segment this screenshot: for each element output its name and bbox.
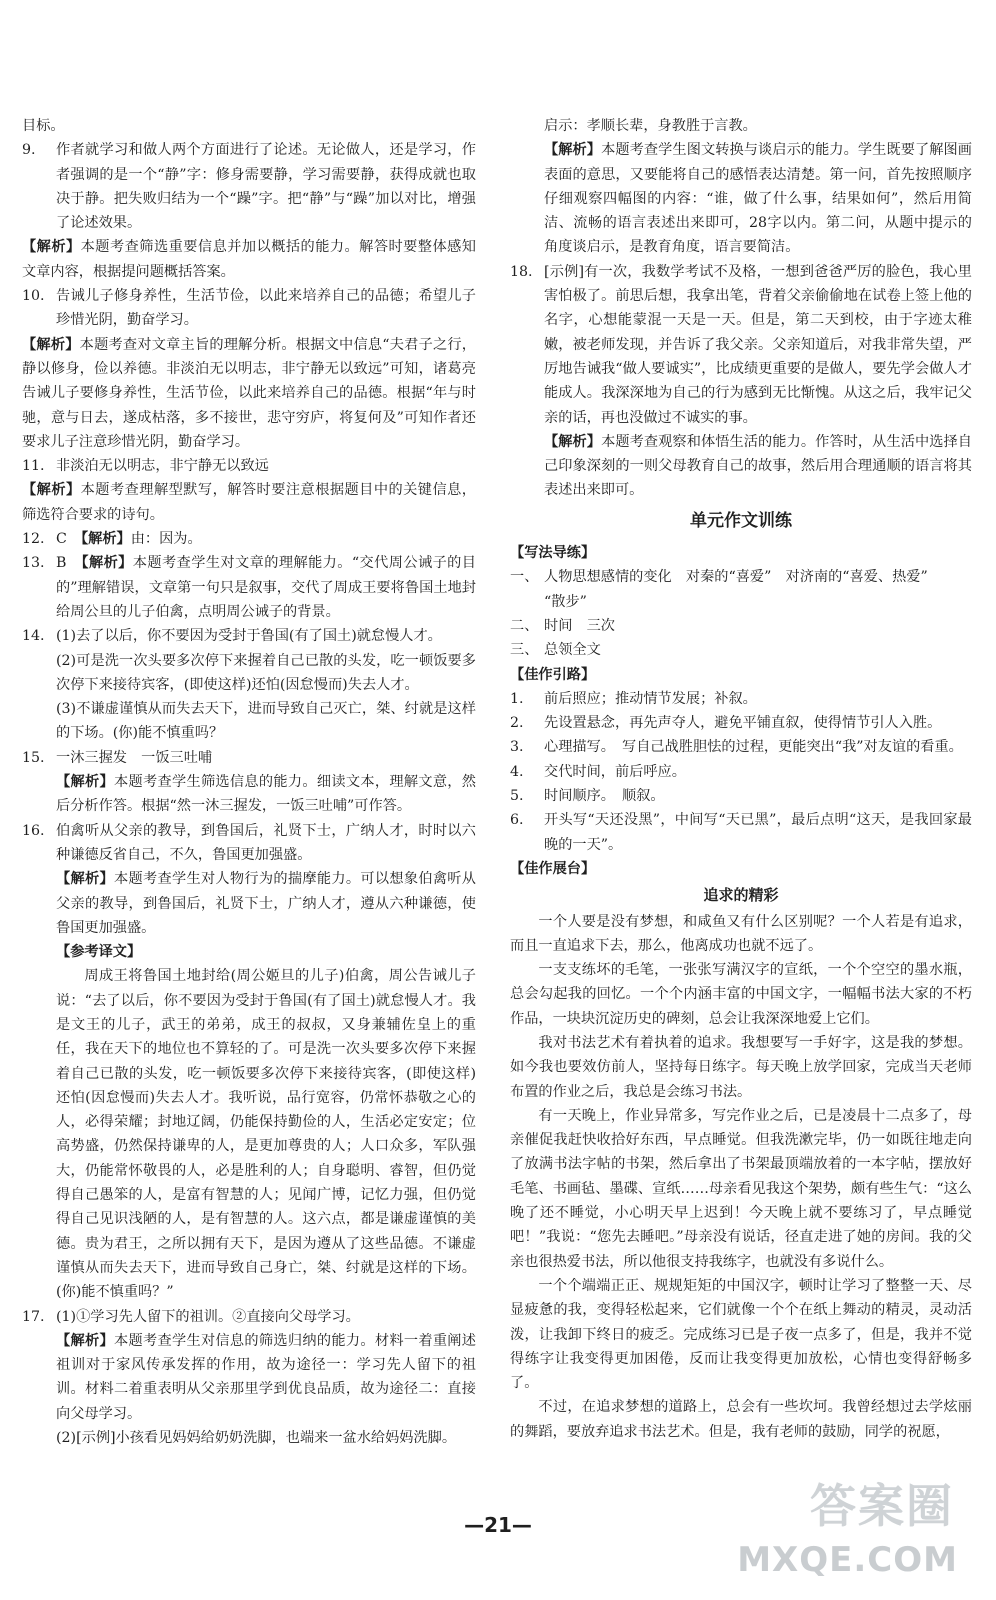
analysis-tag: 【解析】	[22, 239, 81, 256]
item-number	[510, 590, 544, 614]
item-text: 先设置悬念，再先声夺人，避免平铺直叙，使得情节引人入胜。	[544, 715, 942, 732]
essay-paragraph: 一个个端端正正、规规矩矩的中国汉字，顿时让学习了整整一天、尽显疲惫的我，变得轻松起来，它们就像一个个在纸上舞动的精灵，灵动活泼，让我卸下终日的疲乏。完成练习已是子夜一点多了，但是，我并不觉得练字让我变得更加困倦，反而让我变得更加放松，心情也变得舒畅多了。	[510, 1277, 972, 1392]
list-item	[510, 590, 972, 614]
analysis-text: 本题考查对文章主旨的理解分析。根据文中信息“夫君子之行，静以修身，俭以养德。非淡泊无以明志，非宁静无以致远”可知，诸葛亮告诫儿子要修身养性，生活节俭，以此来培养自己的品德。根据“年与时驰，意与日去，遂成枯落，多不接世，悲守穷庐，将复何及”可知作者还要求儿子注意珍惜光阴，勤奋学习。	[22, 336, 476, 450]
item-text: 前后照应；推动情节发展；补叙。	[544, 690, 757, 707]
right-column	[510, 114, 972, 1444]
answer-part: (1)去了以后，你不要因为受封于鲁国(有了国土)就怠慢人才。	[56, 628, 442, 645]
item-number: 4.	[510, 763, 524, 780]
essay-paragraph: 一个人要是没有梦想，和咸鱼又有什么区别呢？一个人若是有追求，而且一直追求下去，那么，他离成功也就不远了。	[510, 913, 972, 954]
list-item	[510, 784, 972, 808]
item-text: 心理描写。 写自己战胜胆怯的过程，更能突出“我”对友谊的看重。	[544, 739, 963, 756]
list-item	[510, 638, 972, 662]
item-text: “散步”	[544, 593, 587, 610]
page-number: —21—	[464, 1513, 532, 1537]
analysis-text: 本题考查理解型默写，解答时要注意根据题目中的关键信息，筛选符合要求的诗句。	[22, 482, 476, 523]
answer-text: 一沐三握发 一饭三吐哺	[56, 749, 213, 766]
item-text: 总领全文	[544, 642, 601, 659]
analysis-tag: 【解析】	[81, 555, 133, 572]
section-title: 单元作文训练	[690, 510, 792, 531]
analysis-9	[22, 235, 476, 284]
answer-body	[56, 1305, 476, 1451]
analysis-tag: 【解析】	[56, 774, 114, 791]
analysis-15	[22, 770, 476, 819]
item-number: 1.	[510, 690, 524, 707]
answer-item-17	[22, 1305, 476, 1451]
item-number: 5.	[510, 788, 524, 805]
list-item	[510, 735, 972, 759]
answer-choice: C	[56, 531, 67, 548]
answer-item-10	[22, 284, 476, 333]
item-text: 开头写“天还没黑”，中间写“天已黑”，最后点明“这天，是我回家最晚的一天”。	[544, 812, 972, 853]
answer-text: 非淡泊无以明志，非宁静无以致远	[56, 458, 269, 475]
answer-part: (1)①学习先人留下的祖训。②直接向父母学习。	[56, 1308, 360, 1325]
analysis-tag: 【解析】	[544, 142, 602, 159]
analysis-tag: 【解析】	[56, 1332, 114, 1349]
list-item	[510, 687, 972, 711]
item-number: 15.	[22, 749, 45, 766]
answer-text	[56, 527, 476, 551]
analysis-text: 本题考查学生筛选信息的能力。细读文本，理解文意，然后分析作答。根据“然一沐三握发，一饭三吐哺”可作答。	[56, 774, 476, 815]
list-item	[510, 711, 972, 735]
essay-paragraph: 一支支练坏的毛笔，一张张写满汉字的宣纸，一个个空空的墨水瓶，总会勾起我的回忆。一个个内涵丰富的中国文字，一幅幅书法大家的不朽作品，一块块沉淀历史的碑刻，总会让我深深地爱上它们。	[510, 962, 972, 1027]
reference-translation-heading: 【参考译文】	[56, 944, 142, 961]
answer-item-18	[510, 260, 972, 430]
model-essay-guide-list	[510, 687, 972, 857]
answer-choice: B	[56, 555, 67, 572]
answer-body	[56, 624, 476, 745]
item-number: 三、	[510, 642, 539, 659]
answer-text	[56, 551, 476, 624]
analysis-18	[510, 430, 972, 503]
analysis-text: 本题考查学生图文转换与谈启示的能力。学生既要了解图画表面的意思，又要能将自己的感悟表达清楚。第一问，首先按照顺序仔细观察四幅图的内容：“谁，做了什么事，结果如何”，然后用简洁、流畅的语言表述出来即可，28字以内。第二问，从题中提示的角度谈启示，是教育角度，语言要简洁。	[544, 142, 972, 256]
answer-item-9	[22, 138, 476, 235]
analysis-17	[56, 1329, 476, 1426]
item-number: 11.	[22, 458, 45, 475]
item-number: 3.	[510, 739, 524, 756]
answer-item-16	[22, 819, 476, 868]
analysis-tag: 【解析】	[544, 433, 602, 450]
item-number: 二、	[510, 617, 539, 634]
essay-paragraph: 有一天晚上，作业异常多，写完作业之后，已是凌晨十二点多了，母亲催促我赶快收拾好东西，早点睡觉。但我洗漱完毕，仍一如既往地走向了放满书法字帖的书架，然后拿出了书架最顶端放着的一本字帖，摆放好毛笔、书画毡、墨碟、宣纸……母亲看见我这个架势，颇有些生气：“这么晚了还不睡觉，小心明天早上迟到！今天晚上就不要练习了，早点睡觉吧！”我说：“您先去睡吧。”母亲没有说话，径直走进了她的房间。我的父亲也很热爱书法，所以他很支持我练字，也就没有多说什么。	[510, 1107, 972, 1270]
text-line: 目标。	[22, 118, 65, 134]
analysis-tag: 【解析】	[22, 336, 80, 353]
item-text: 时间 三次	[544, 617, 615, 634]
item-number: 14.	[22, 628, 45, 645]
analysis-text: 本题考查筛选重要信息并加以概括的能力。解答时要整体感知文章内容，根据提问题概括答案。	[22, 239, 476, 280]
item-number: 12.	[22, 531, 45, 548]
item-number: 2.	[510, 715, 524, 732]
item-number: 10.	[22, 288, 45, 305]
writing-guide-heading: 【写法导练】	[510, 545, 596, 562]
analysis-17b	[510, 138, 972, 259]
answer-item-14	[22, 624, 476, 745]
item-number: 13.	[22, 555, 45, 572]
model-essay-showcase-heading: 【佳作展台】	[510, 860, 596, 877]
item-number: 17.	[22, 1308, 45, 1325]
essay-body	[510, 910, 972, 1445]
list-item	[510, 565, 972, 589]
analysis-tag: 【解析】	[81, 531, 131, 548]
item-number: 一、	[510, 569, 539, 586]
answer-text: 作者就学习和做人两个方面进行了论述。无论做人，还是学习，作者强调的是一个“静”字：修身需要静，学习需要静，获得成就也取决于静。把失败归结为一个“躁”字。把“静”与“躁”加以对比，增强了论述效果。	[56, 142, 476, 232]
essay-paragraph: 不过，在追求梦想的道路上，总会有一些坎坷。我曾经想过去学炫丽的舞蹈，要放弃追求书法艺术。但是，我有老师的鼓励，同学的祝愿，	[510, 1399, 972, 1440]
analysis-tag: 【解析】	[56, 871, 114, 888]
analysis-text: 本题考查学生对人物行为的揣摩能力。可以想象伯禽听从父亲的教导，到鲁国后，礼贤下士，广纳人才，遵从六种谦德，使鲁国更加强盛。	[56, 871, 476, 936]
watermark-url: MXQE.COM	[737, 1540, 958, 1580]
text-line: 启示：孝顺长辈，身教胜于言教。	[544, 118, 757, 134]
analysis-16	[22, 867, 476, 940]
watermark-logo	[737, 1479, 972, 1594]
reference-translation-text: 周成王将鲁国土地封给(周公姬旦的儿子)伯禽，周公告诫儿子说：“去了以后，你不要因为受封于鲁国(有了国土)就怠慢人才。我是文王的儿子，武王的弟弟，成王的叔叔，又身兼辅佐皇上的重任，我在天下的地位也不算轻的了。可是洗一次头要多次停下来握着自己已散的头发，吃一顿饭要多次停下来接待宾客，(即使这样)还怕(因怠慢而)失去人才。我听说，品行宽容，仍常怀恭敬之心的人，必得荣耀；封地辽阔，仍能保持勤俭的人，生活必定安定；位高势盛，仍然保持谦卑的人，是更加尊贵的人；人口众多，军队强大，仍能常怀敬畏的人，必是胜利的人；自身聪明、睿智，但仍觉得自己愚笨的人，是富有智慧的人；见闻广博，记忆力强，但仍觉得自己见识浅陋的人，是有智慧的人。这六点，都是谦虚谨慎的美德。贵为君王，之所以拥有天下，是因为遵从了这些品德。不谦虚谨慎从而失去天下，进而导致自己身亡，桀、纣就是这样的下场。(你)能不慎重吗？”	[56, 968, 476, 1301]
list-item	[510, 614, 972, 638]
writing-guide-list	[510, 565, 972, 662]
answer-text: [示例]有一次，我数学考试不及格，一想到爸爸严厉的脸色，我心里害怕极了。前思后想，我拿出笔，背着父亲偷偷地在试卷上签上他的名字，心想能蒙混一天是一天。但是，第二天到校，由于字迹太稚嫩，被老师发现，并告诉了我父亲。父亲知道后，对我非常失望，严厉地告诫我“做人要诚实”，比成绩更重要的是做人，要先学会做人才能成人。我深深地为自己的行为感到无比惭愧。从这之后，我牢记父亲的话，再也没做过不诚实的事。	[544, 263, 972, 426]
analysis-11	[22, 478, 476, 527]
item-number: 18.	[510, 263, 533, 280]
watermark-text: 答案圈	[810, 1479, 954, 1533]
answer-part: (2)[示例]小孩看见妈妈给奶奶洗脚，也端来一盆水给妈妈洗脚。	[56, 1430, 457, 1447]
analysis-text: 本题考查学生对文章的理解能力。“交代周公诫子的目的”理解错误，文章第一句只是叙事，交代了周成王要将鲁国土地封给周公旦的儿子伯禽，点明周公诫子的背景。	[56, 555, 476, 620]
answer-item-12	[22, 527, 476, 551]
analysis-text: 本题考查观察和体悟生活的能力。作答时，从生活中选择自己印象深刻的一则父母教育自己的故事，然后用合理通顺的语言将其表述出来即可。	[544, 433, 972, 499]
analysis-10	[22, 333, 476, 454]
analysis-tag: 【解析】	[22, 482, 81, 499]
answer-item-13	[22, 551, 476, 624]
analysis-text: 本题考查学生对信息的筛选归纳的能力。材料一着重阐述祖训对于家风传承发挥的作用，故为途径一：学习先人留下的祖训。材料二着重表明从父亲那里学到优良品质，故为途径二：直接向父母学习。	[56, 1332, 476, 1422]
model-essay-guide-heading: 【佳作引路】	[510, 666, 596, 683]
item-number: 6.	[510, 812, 524, 829]
list-item	[510, 808, 972, 857]
answer-text: 伯禽听从父亲的教导，到鲁国后，礼贤下士，广纳人才，时时以六种谦德反省自己，不久，鲁国更加强盛。	[56, 822, 476, 863]
answer-part: (3)不谦虚谨慎从而失去天下，进而导致自己灭亡，桀、纣就是这样的下场。(你)能不慎重吗？	[56, 701, 476, 742]
answer-item-15	[22, 746, 476, 770]
answer-text: 告诫儿子修身养性，生活节俭，以此来培养自己的品德；希望儿子珍惜光阴，勤奋学习。	[56, 288, 476, 329]
answer-item-11	[22, 454, 476, 478]
answer-part: (2)可是洗一次头要多次停下来握着自己已散的头发，吃一顿饭要多次停下来接待宾客，(即使这样)还怕(因怠慢而)失去人才。	[56, 652, 476, 693]
item-number: 9.	[22, 142, 36, 159]
item-text: 人物思想感情的变化 对秦的“喜爱” 对济南的“喜爱、热爱”	[544, 569, 928, 586]
analysis-text: 由：因为。	[130, 531, 202, 548]
essay-paragraph: 我对书法艺术有着执着的追求。我想要写一手好字，这是我的梦想。如今我也要效仿前人，坚持每日练字。每天晚上放学回家，完成当天老师布置的作业之后，我总是会练习书法。	[510, 1034, 972, 1100]
list-item	[510, 760, 972, 784]
left-column	[22, 114, 476, 1450]
item-number: 16.	[22, 822, 45, 839]
essay-title: 追求的精彩	[703, 886, 779, 905]
item-text: 时间顺序。 顺叙。	[544, 788, 665, 805]
item-text: 交代时间，前后呼应。	[544, 763, 686, 780]
